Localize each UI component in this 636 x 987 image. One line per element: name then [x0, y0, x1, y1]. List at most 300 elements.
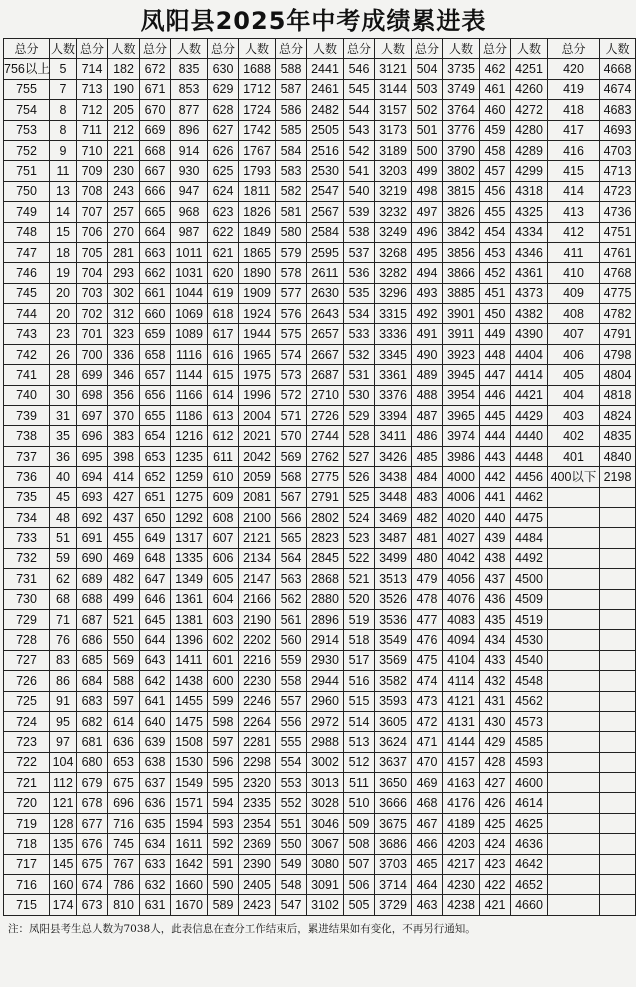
- count-cell: 4272: [511, 100, 548, 120]
- count-cell: 383: [108, 426, 140, 446]
- column-header: 人数: [375, 39, 412, 59]
- score-cell: 725: [4, 691, 50, 711]
- count-cell: 4203: [443, 834, 480, 854]
- column-header: 人数: [443, 39, 480, 59]
- table-body: [4, 59, 636, 915]
- score-cell: 459: [480, 120, 511, 140]
- count-cell: 3686: [375, 834, 412, 854]
- table-row: [4, 161, 636, 181]
- count-cell: 2657: [307, 324, 344, 344]
- score-cell: 401: [548, 446, 600, 466]
- count-cell: 1011: [171, 242, 208, 262]
- count-cell: 4660: [511, 895, 548, 915]
- score-cell: 677: [77, 813, 108, 833]
- count-cell: 145: [50, 854, 77, 874]
- count-cell: 1611: [171, 834, 208, 854]
- count-cell: 767: [108, 854, 140, 874]
- score-cell: 539: [344, 202, 375, 222]
- score-cell: 731: [4, 569, 50, 589]
- score-cell: 431: [480, 691, 511, 711]
- score-cell: 662: [140, 263, 171, 283]
- count-cell: 36: [50, 446, 77, 466]
- count-cell: 2482: [307, 100, 344, 120]
- count-cell: 2630: [307, 283, 344, 303]
- score-cell: 473: [412, 691, 443, 711]
- score-cell: 582: [276, 181, 307, 201]
- score-cell: 596: [208, 752, 239, 772]
- count-cell: 4804: [600, 365, 636, 385]
- count-cell: 2390: [239, 854, 276, 874]
- count-cell: 112: [50, 773, 77, 793]
- score-cell: 490: [412, 344, 443, 364]
- count-cell: 4000: [443, 467, 480, 487]
- count-cell: 3842: [443, 222, 480, 242]
- count-cell: 4475: [511, 507, 548, 527]
- count-cell: 83: [50, 650, 77, 670]
- count-cell: 4163: [443, 773, 480, 793]
- count-cell: 4751: [600, 222, 636, 242]
- score-cell: 484: [412, 467, 443, 487]
- table-row: [4, 671, 636, 691]
- score-cell: 532: [344, 344, 375, 364]
- count-cell: 4519: [511, 609, 548, 629]
- count-cell: 4600: [511, 773, 548, 793]
- count-cell: 323: [108, 324, 140, 344]
- score-cell: 426: [480, 793, 511, 813]
- score-cell: 668: [140, 140, 171, 160]
- cumulative-score-table: [3, 38, 636, 916]
- count-cell: 3885: [443, 283, 480, 303]
- score-cell: 462: [480, 59, 511, 79]
- count-cell: 4768: [600, 263, 636, 283]
- score-cell: 682: [77, 711, 108, 731]
- score-cell: 536: [344, 263, 375, 283]
- count-cell: 1670: [171, 895, 208, 915]
- score-cell: 631: [140, 895, 171, 915]
- score-cell: 583: [276, 161, 307, 181]
- score-cell: 704: [77, 263, 108, 283]
- score-cell: 450: [480, 304, 511, 324]
- count-cell: [600, 507, 636, 527]
- count-cell: 221: [108, 140, 140, 160]
- count-cell: 1549: [171, 773, 208, 793]
- score-cell: 701: [77, 324, 108, 344]
- count-cell: 2944: [307, 671, 344, 691]
- count-cell: 4429: [511, 406, 548, 426]
- count-cell: 4840: [600, 446, 636, 466]
- score-cell: 520: [344, 589, 375, 609]
- score-cell: 756以上: [4, 59, 50, 79]
- count-cell: 4361: [511, 263, 548, 283]
- count-cell: 4382: [511, 304, 548, 324]
- table-row: [4, 528, 636, 548]
- score-cell: 755: [4, 79, 50, 99]
- score-cell: 732: [4, 548, 50, 568]
- count-cell: 4448: [511, 446, 548, 466]
- count-cell: 35: [50, 426, 77, 446]
- count-cell: 569: [108, 650, 140, 670]
- count-cell: 3866: [443, 263, 480, 283]
- score-cell: [548, 589, 600, 609]
- count-cell: [600, 589, 636, 609]
- score-cell: 497: [412, 202, 443, 222]
- count-cell: 4775: [600, 283, 636, 303]
- score-cell: 531: [344, 365, 375, 385]
- table-row: [4, 548, 636, 568]
- score-cell: 425: [480, 813, 511, 833]
- count-cell: 3438: [375, 467, 412, 487]
- score-cell: 563: [276, 569, 307, 589]
- score-cell: 592: [208, 834, 239, 854]
- score-cell: 584: [276, 140, 307, 160]
- count-cell: 86: [50, 671, 77, 691]
- score-cell: 664: [140, 222, 171, 242]
- score-cell: 669: [140, 120, 171, 140]
- score-cell: [548, 671, 600, 691]
- table-row: [4, 140, 636, 160]
- count-cell: 3203: [375, 161, 412, 181]
- table-row: [4, 711, 636, 731]
- count-cell: 1890: [239, 263, 276, 283]
- count-cell: [600, 773, 636, 793]
- column-header: 总分: [77, 39, 108, 59]
- score-cell: 623: [208, 202, 239, 222]
- count-cell: 2643: [307, 304, 344, 324]
- table-row: [4, 732, 636, 752]
- count-cell: 1292: [171, 507, 208, 527]
- count-cell: 3650: [375, 773, 412, 793]
- score-cell: 609: [208, 487, 239, 507]
- count-cell: 14: [50, 202, 77, 222]
- score-cell: 587: [276, 79, 307, 99]
- score-cell: [548, 528, 600, 548]
- count-cell: 128: [50, 813, 77, 833]
- score-cell: 510: [344, 793, 375, 813]
- count-cell: 346: [108, 365, 140, 385]
- count-cell: 4642: [511, 854, 548, 874]
- score-cell: 625: [208, 161, 239, 181]
- score-cell: 667: [140, 161, 171, 181]
- score-cell: 576: [276, 304, 307, 324]
- score-cell: 735: [4, 487, 50, 507]
- score-cell: 501: [412, 120, 443, 140]
- score-cell: 723: [4, 732, 50, 752]
- score-cell: 691: [77, 528, 108, 548]
- score-cell: 458: [480, 140, 511, 160]
- table-row: [4, 222, 636, 242]
- count-cell: 2121: [239, 528, 276, 548]
- count-cell: 4818: [600, 385, 636, 405]
- table-row: [4, 202, 636, 222]
- score-cell: 649: [140, 528, 171, 548]
- count-cell: 3826: [443, 202, 480, 222]
- count-cell: 4693: [600, 120, 636, 140]
- count-cell: 3569: [375, 650, 412, 670]
- score-cell: 471: [412, 732, 443, 752]
- count-cell: 1166: [171, 385, 208, 405]
- count-cell: 3336: [375, 324, 412, 344]
- count-cell: 4238: [443, 895, 480, 915]
- count-cell: 3013: [307, 773, 344, 793]
- score-cell: 713: [77, 79, 108, 99]
- count-cell: 2147: [239, 569, 276, 589]
- score-cell: 477: [412, 609, 443, 629]
- score-cell: 485: [412, 446, 443, 466]
- score-cell: 480: [412, 548, 443, 568]
- score-cell: 593: [208, 813, 239, 833]
- score-cell: 602: [208, 630, 239, 650]
- count-cell: 3675: [375, 813, 412, 833]
- count-cell: 243: [108, 181, 140, 201]
- count-cell: 2667: [307, 344, 344, 364]
- count-cell: 3974: [443, 426, 480, 446]
- count-cell: 3729: [375, 895, 412, 915]
- score-cell: 502: [412, 100, 443, 120]
- count-cell: 1642: [171, 854, 208, 874]
- score-cell: 656: [140, 385, 171, 405]
- score-cell: [548, 732, 600, 752]
- count-cell: 2845: [307, 548, 344, 568]
- count-cell: 4492: [511, 548, 548, 568]
- count-cell: 2584: [307, 222, 344, 242]
- score-cell: 615: [208, 365, 239, 385]
- count-cell: 4404: [511, 344, 548, 364]
- score-cell: 460: [480, 100, 511, 120]
- count-cell: 1688: [239, 59, 276, 79]
- score-cell: 698: [77, 385, 108, 405]
- count-cell: 2530: [307, 161, 344, 181]
- count-cell: 5: [50, 59, 77, 79]
- score-cell: [548, 711, 600, 731]
- score-cell: 467: [412, 813, 443, 833]
- score-cell: 706: [77, 222, 108, 242]
- count-cell: 2059: [239, 467, 276, 487]
- column-header: 人数: [108, 39, 140, 59]
- count-cell: 4131: [443, 711, 480, 731]
- score-cell: 564: [276, 548, 307, 568]
- count-cell: 2202: [239, 630, 276, 650]
- count-cell: 2335: [239, 793, 276, 813]
- count-cell: 588: [108, 671, 140, 691]
- score-cell: [548, 773, 600, 793]
- score-cell: 457: [480, 161, 511, 181]
- score-cell: 407: [548, 324, 600, 344]
- count-cell: 182: [108, 59, 140, 79]
- count-cell: 11: [50, 161, 77, 181]
- count-cell: 1186: [171, 406, 208, 426]
- score-cell: 413: [548, 202, 600, 222]
- score-cell: 486: [412, 426, 443, 446]
- count-cell: 2216: [239, 650, 276, 670]
- count-cell: [600, 528, 636, 548]
- score-cell: 727: [4, 650, 50, 670]
- count-cell: 1349: [171, 569, 208, 589]
- count-cell: 4668: [600, 59, 636, 79]
- score-cell: [548, 569, 600, 589]
- count-cell: [600, 569, 636, 589]
- count-cell: 2744: [307, 426, 344, 446]
- score-cell: 438: [480, 548, 511, 568]
- count-cell: 2354: [239, 813, 276, 833]
- score-cell: 525: [344, 487, 375, 507]
- score-cell: 632: [140, 875, 171, 895]
- count-cell: 4083: [443, 609, 480, 629]
- score-cell: 466: [412, 834, 443, 854]
- column-header: 总分: [480, 39, 511, 59]
- count-cell: 987: [171, 222, 208, 242]
- score-cell: 416: [548, 140, 600, 160]
- count-cell: 1396: [171, 630, 208, 650]
- count-cell: 4390: [511, 324, 548, 344]
- score-cell: 644: [140, 630, 171, 650]
- column-header: 总分: [4, 39, 50, 59]
- score-cell: 421: [480, 895, 511, 915]
- score-cell: 561: [276, 609, 307, 629]
- score-cell: 476: [412, 630, 443, 650]
- count-cell: 2004: [239, 406, 276, 426]
- score-cell: 533: [344, 324, 375, 344]
- count-cell: 2166: [239, 589, 276, 609]
- score-cell: 612: [208, 426, 239, 446]
- score-cell: 652: [140, 467, 171, 487]
- score-cell: 692: [77, 507, 108, 527]
- count-cell: 3802: [443, 161, 480, 181]
- count-cell: 2880: [307, 589, 344, 609]
- count-cell: 482: [108, 569, 140, 589]
- score-cell: 618: [208, 304, 239, 324]
- count-cell: 455: [108, 528, 140, 548]
- count-cell: 4042: [443, 548, 480, 568]
- count-cell: 1144: [171, 365, 208, 385]
- count-cell: 2021: [239, 426, 276, 446]
- score-cell: 569: [276, 446, 307, 466]
- column-header: 人数: [511, 39, 548, 59]
- count-cell: 4562: [511, 691, 548, 711]
- score-cell: 449: [480, 324, 511, 344]
- count-cell: 95: [50, 711, 77, 731]
- score-cell: 646: [140, 589, 171, 609]
- score-cell: 627: [208, 120, 239, 140]
- score-cell: 482: [412, 507, 443, 527]
- count-cell: 1089: [171, 324, 208, 344]
- score-cell: 738: [4, 426, 50, 446]
- score-cell: 542: [344, 140, 375, 160]
- count-cell: 3593: [375, 691, 412, 711]
- count-cell: 2081: [239, 487, 276, 507]
- score-cell: 548: [276, 875, 307, 895]
- count-cell: 675: [108, 773, 140, 793]
- count-cell: 3605: [375, 711, 412, 731]
- count-cell: 3637: [375, 752, 412, 772]
- score-cell: 433: [480, 650, 511, 670]
- score-cell: 674: [77, 875, 108, 895]
- score-cell: 549: [276, 854, 307, 874]
- count-cell: 18: [50, 242, 77, 262]
- score-cell: 479: [412, 569, 443, 589]
- count-cell: 4530: [511, 630, 548, 650]
- count-cell: 786: [108, 875, 140, 895]
- table-row: [4, 467, 636, 487]
- count-cell: 1411: [171, 650, 208, 670]
- score-cell: 568: [276, 467, 307, 487]
- table-row: [4, 283, 636, 303]
- score-cell: [548, 813, 600, 833]
- count-cell: 3536: [375, 609, 412, 629]
- count-cell: 30: [50, 385, 77, 405]
- count-cell: 3856: [443, 242, 480, 262]
- count-cell: 20: [50, 304, 77, 324]
- count-cell: 1849: [239, 222, 276, 242]
- count-cell: 3815: [443, 181, 480, 201]
- count-cell: 4373: [511, 283, 548, 303]
- count-cell: [600, 548, 636, 568]
- score-cell: 547: [276, 895, 307, 915]
- count-cell: 205: [108, 100, 140, 120]
- score-cell: 417: [548, 120, 600, 140]
- count-cell: 2320: [239, 773, 276, 793]
- score-cell: 474: [412, 671, 443, 691]
- count-cell: 356: [108, 385, 140, 405]
- score-cell: 688: [77, 589, 108, 609]
- count-cell: 174: [50, 895, 77, 915]
- count-cell: 3549: [375, 630, 412, 650]
- score-cell: 666: [140, 181, 171, 201]
- score-cell: 572: [276, 385, 307, 405]
- table-row: [4, 589, 636, 609]
- count-cell: 3749: [443, 79, 480, 99]
- count-cell: 947: [171, 181, 208, 201]
- count-cell: 2567: [307, 202, 344, 222]
- count-cell: 312: [108, 304, 140, 324]
- table-row: [4, 426, 636, 446]
- count-cell: 1742: [239, 120, 276, 140]
- score-cell: 676: [77, 834, 108, 854]
- score-cell: 589: [208, 895, 239, 915]
- count-cell: 4157: [443, 752, 480, 772]
- score-cell: [548, 487, 600, 507]
- score-cell: 559: [276, 650, 307, 670]
- count-cell: 4703: [600, 140, 636, 160]
- score-cell: 543: [344, 120, 375, 140]
- score-cell: 599: [208, 691, 239, 711]
- count-cell: 51: [50, 528, 77, 548]
- score-cell: 452: [480, 263, 511, 283]
- count-cell: 2988: [307, 732, 344, 752]
- score-cell: 500: [412, 140, 443, 160]
- count-cell: 4056: [443, 569, 480, 589]
- score-cell: 683: [77, 691, 108, 711]
- count-cell: 3764: [443, 100, 480, 120]
- count-cell: 4280: [511, 120, 548, 140]
- count-cell: 4573: [511, 711, 548, 731]
- score-cell: 537: [344, 242, 375, 262]
- score-cell: 616: [208, 344, 239, 364]
- count-cell: 1335: [171, 548, 208, 568]
- score-cell: 651: [140, 487, 171, 507]
- score-cell: 530: [344, 385, 375, 405]
- score-cell: 403: [548, 406, 600, 426]
- count-cell: 4217: [443, 854, 480, 874]
- score-cell: 519: [344, 609, 375, 629]
- count-cell: 4791: [600, 324, 636, 344]
- count-cell: 1455: [171, 691, 208, 711]
- score-cell: 517: [344, 650, 375, 670]
- count-cell: 1811: [239, 181, 276, 201]
- count-cell: 3790: [443, 140, 480, 160]
- score-cell: 643: [140, 650, 171, 670]
- score-cell: 570: [276, 426, 307, 446]
- score-cell: 443: [480, 446, 511, 466]
